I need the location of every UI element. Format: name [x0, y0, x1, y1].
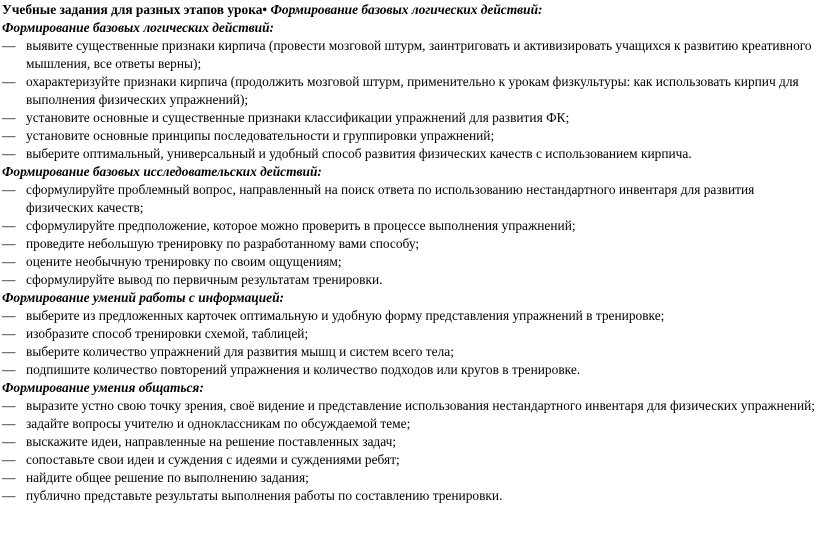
list-item-text: сопоставьте свои идеи и суждения с идеями и суждениями ребят; [26, 452, 400, 467]
dash-marker: — [2, 128, 16, 143]
list-item [2, 307, 816, 325]
document-title [2, 1, 816, 19]
list-item-text: установите основные принципы последовательности и группировки упражнений; [26, 128, 495, 143]
list-item-text: выявите существенные признаки кирпича (провести мозговой штурм, заинтриговать и активизировать учащихся к развитию креативного мышления, все ответы верны); [26, 38, 812, 71]
list-item [2, 469, 816, 487]
list-item [2, 181, 816, 217]
dash-marker: — [2, 74, 16, 89]
list-item-text: установите основные и существенные признаки классификации упражнений для развития ФК; [26, 110, 570, 125]
section-heading: Формирование базовых логических действий: [2, 20, 275, 35]
list-item [2, 397, 816, 415]
list-item-text: сформулируйте предположение, которое можно проверить в процессе выполнения упражнений; [26, 218, 576, 233]
list-item [2, 253, 816, 271]
list-item-text: изобразите способ тренировки схемой, таблицей; [26, 326, 309, 341]
dash-marker: — [2, 236, 16, 251]
dash-marker: — [2, 272, 16, 287]
dash-marker: — [2, 218, 16, 233]
list-item [2, 37, 816, 73]
list-item-text: проведите небольшую тренировку по разработанному вами способу; [26, 236, 420, 251]
dash-marker: — [2, 416, 16, 431]
title-bullet: • [262, 2, 268, 17]
dash-marker: — [2, 434, 16, 449]
list-item [2, 127, 816, 145]
list-item-text: подпишите количество повторений упражнения и количество подходов или кругов в тренировке. [26, 362, 581, 377]
list-item [2, 361, 816, 379]
list-item [2, 109, 816, 127]
list-item [2, 433, 816, 451]
dash-marker: — [2, 146, 16, 161]
section-heading: Формирование умений работы с информацией: [2, 290, 285, 305]
list-item-text: охарактеризуйте признаки кирпича (продолжить мозговой штурм, применительно к урокам физкультуры: как использовать кирпич для выполнения физических упражнений); [26, 74, 799, 107]
dash-marker: — [2, 254, 16, 269]
list-item-text: выберите оптимальный, универсальный и удобный способ развития физических качеств с использованием кирпича. [26, 146, 692, 161]
list-item-text: сформулируйте проблемный вопрос, направленный на поиск ответа по использованию нестандартного инвентаря для развития физических качеств; [26, 182, 755, 215]
dash-marker: — [2, 308, 16, 323]
list-item-text: выберите количество упражнений для развития мышц и систем всего тела; [26, 344, 454, 359]
list-item-text: оцените необычную тренировку по своим ощущениям; [26, 254, 342, 269]
list-item-text: публично представьте результаты выполнения работы по составлению тренировки. [26, 488, 503, 503]
list-item [2, 343, 816, 361]
list-item [2, 271, 816, 289]
list-item-text: выберите из предложенных карточек оптимальную и удобную форму представления упражнений в тренировке; [26, 308, 665, 323]
section-heading: Формирование базовых исследовательских действий: [2, 164, 322, 179]
list-item-text: сформулируйте вывод по первичным результатам тренировки. [26, 272, 383, 287]
list-item [2, 73, 816, 109]
dash-marker: — [2, 452, 16, 467]
sections-container [2, 19, 816, 505]
list-item [2, 415, 816, 433]
list-item-text: задайте вопросы учителю и одноклассникам по обсуждаемой теме; [26, 416, 411, 431]
dash-marker: — [2, 470, 16, 485]
list-item [2, 145, 816, 163]
title-italic: Формирование базовых логических действий: [270, 2, 543, 17]
list-item [2, 325, 816, 343]
section-heading: Формирование умения общаться: [2, 380, 204, 395]
dash-marker: — [2, 182, 16, 197]
dash-marker: — [2, 110, 16, 125]
dash-marker: — [2, 488, 16, 503]
dash-marker: — [2, 344, 16, 359]
list-item [2, 217, 816, 235]
list-item [2, 451, 816, 469]
list-item [2, 235, 816, 253]
list-item-text: выразите устно свою точку зрения, своё видение и представление использования нестандартного инвентаря для физических упражнений; [26, 398, 816, 413]
title-bold: Учебные задания для разных этапов урока [2, 2, 263, 17]
list-item-text: выскажите идеи, направленные на решение поставленных задач; [26, 434, 397, 449]
dash-marker: — [2, 326, 16, 341]
list-item-text: найдите общее решение по выполнению задания; [26, 470, 309, 485]
dash-marker: — [2, 362, 16, 377]
list-item [2, 487, 816, 505]
dash-marker: — [2, 398, 16, 413]
dash-marker: — [2, 38, 16, 53]
